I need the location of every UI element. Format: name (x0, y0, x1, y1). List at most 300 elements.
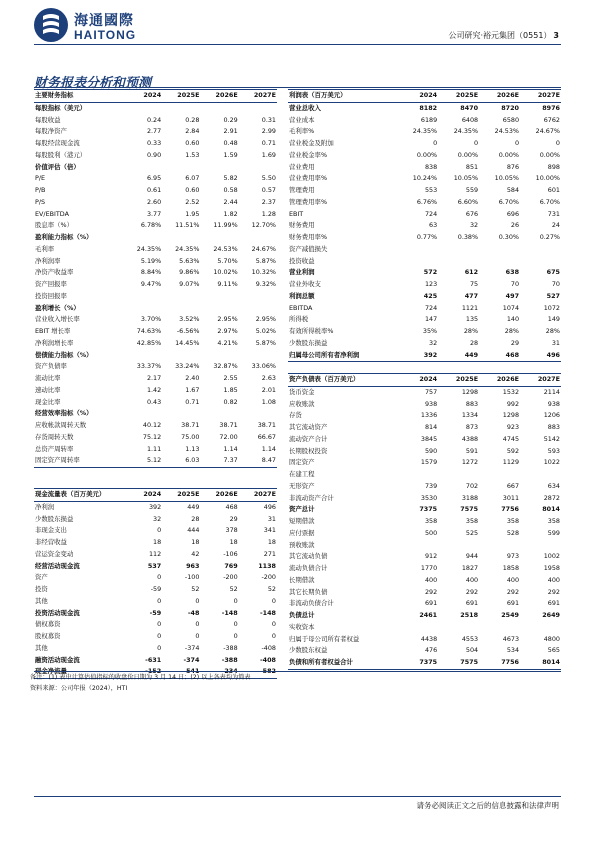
value-cell: 38.71 (181, 421, 200, 429)
value-cell: 2.84 (185, 127, 200, 136)
value-cell: 6189 (420, 115, 438, 124)
table-notes (30, 672, 251, 694)
value-cell: 5.63% (179, 256, 200, 265)
value-cell (200, 162, 238, 174)
value-cell: 5.87% (255, 338, 276, 347)
table-row (288, 493, 561, 505)
value-cell: 8976 (542, 103, 560, 112)
row-label: 营业成本 (289, 115, 315, 124)
value-cell: 0 (433, 139, 438, 147)
value-cell: 28 (191, 514, 200, 523)
value-cell (124, 232, 162, 244)
value-cell: -388 (221, 655, 238, 664)
value-cell (200, 232, 238, 244)
value-cell: 35% (422, 327, 438, 335)
value-cell: 2114 (543, 387, 560, 396)
value-cell: 1072 (543, 303, 560, 312)
value-cell: 1.42 (146, 385, 162, 394)
table-row (34, 619, 277, 631)
value-cell (520, 256, 561, 268)
value-cell: 0.60 (185, 186, 200, 194)
row-label: 其它长期负债 (289, 587, 328, 596)
value-cell: 4388 (461, 434, 479, 443)
balance-sheet-table (288, 373, 561, 670)
value-cell: 2.63 (261, 374, 276, 382)
table-row (288, 173, 561, 185)
row-label: 负债总计 (289, 611, 315, 619)
value-cell: 2.40 (185, 374, 200, 382)
year-header-cell: 2027E (520, 374, 561, 387)
value-cell: 992 (506, 399, 520, 408)
table-title-cell: 现金流量表（百万美元） (34, 489, 124, 502)
row-label: 总资产周转率 (35, 444, 74, 453)
value-cell (239, 303, 277, 315)
value-cell (200, 303, 238, 315)
table-row (34, 561, 277, 573)
value-cell: 0 (157, 573, 162, 582)
value-cell (124, 408, 162, 420)
table-header-row (288, 374, 561, 387)
value-cell: 11.99% (213, 221, 238, 230)
value-cell: 0.29 (223, 115, 238, 124)
table-row (288, 326, 561, 338)
value-cell: 601 (547, 186, 560, 194)
row-label: P/S (35, 197, 46, 206)
table-row (34, 631, 277, 643)
value-cell: 10.32% (251, 268, 276, 277)
value-cell: 74.63% (136, 327, 162, 335)
value-cell: 1.82 (223, 209, 238, 218)
value-cell: 0 (271, 596, 276, 605)
row-label: 投资 (35, 585, 48, 593)
table-row (34, 209, 277, 221)
value-cell: 28 (469, 338, 479, 347)
row-label: 无形资产 (289, 481, 315, 490)
row-label: 短期借款 (289, 517, 315, 525)
value-cell: 378 (225, 526, 238, 535)
year-header-cell: 2024 (397, 374, 438, 387)
table-row (34, 350, 277, 362)
value-cell: 6580 (502, 115, 520, 124)
value-cell: 400 (506, 575, 520, 584)
value-cell (124, 291, 162, 303)
value-cell: 0.00% (457, 150, 479, 159)
value-cell: -59 (149, 608, 162, 617)
value-cell (239, 350, 277, 362)
value-cell: 1.95 (185, 209, 200, 218)
value-cell (124, 162, 162, 174)
value-cell: 591 (465, 446, 479, 455)
table-row (288, 610, 561, 622)
value-cell: 923 (506, 423, 520, 431)
row-label: 营运资金变动 (35, 549, 74, 558)
value-cell (124, 350, 162, 362)
value-cell (520, 469, 561, 481)
year-header-cell: 2027E (239, 90, 277, 103)
value-cell: 2.60 (146, 197, 162, 206)
value-cell: -48 (187, 608, 200, 617)
legal-disclaimer: 请务必阅读正文之后的信息披露和法律声明 (416, 801, 559, 810)
value-cell: 0.48 (223, 139, 238, 147)
value-cell: 14.45% (175, 338, 200, 347)
table-row (288, 291, 561, 303)
value-cell: 63 (429, 221, 438, 230)
table-row (288, 434, 561, 446)
value-cell: -6.56% (176, 327, 200, 335)
value-cell: -148 (221, 608, 238, 617)
value-cell: 33.37% (136, 362, 162, 371)
value-cell: 112 (148, 549, 162, 558)
value-cell: 18 (153, 538, 162, 546)
value-cell: -100 (184, 573, 200, 582)
row-label: 融资活动现金流 (35, 655, 80, 664)
row-label: 货币资金 (289, 387, 315, 396)
year-header-cell: 2025E (162, 489, 200, 502)
value-cell: 28% (463, 327, 479, 335)
table-row (34, 408, 277, 420)
value-cell: 358 (506, 517, 520, 525)
value-cell: 8.84% (140, 268, 162, 277)
row-label: 应收帐款周转天数 (35, 421, 87, 429)
row-label: 其它流动资产 (289, 423, 328, 431)
value-cell: 0.33 (146, 139, 162, 147)
row-label: 净资产收益率 (35, 268, 74, 277)
year-header-cell: 2024 (124, 90, 162, 103)
row-label: 流动负债合计 (289, 564, 328, 572)
table-row (288, 350, 561, 362)
value-cell: 0 (157, 620, 162, 629)
value-cell: 883 (547, 423, 560, 431)
value-cell: 541 (162, 666, 200, 678)
value-cell: 0.27% (539, 233, 560, 241)
value-cell: 1.14 (261, 444, 276, 453)
value-cell: 24.35% (453, 127, 479, 136)
value-cell: 593 (547, 446, 560, 455)
value-cell: 504 (465, 646, 479, 655)
value-cell: 876 (506, 162, 520, 171)
value-cell: 2.37 (261, 197, 276, 206)
value-cell: 38.71 (219, 421, 238, 429)
footer-divider (34, 796, 561, 797)
value-cell: 8014 (542, 505, 560, 514)
row-label: 盈利能力指标（%） (35, 233, 93, 241)
page-number: 3 (553, 31, 559, 40)
value-cell: 565 (547, 646, 560, 655)
value-cell: 24.67% (535, 127, 560, 136)
value-cell: 883 (465, 399, 479, 408)
value-cell: 9.47% (140, 280, 162, 288)
row-label: 利润总额 (289, 291, 315, 300)
value-cell: -374 (184, 643, 200, 652)
value-cell: 0 (233, 620, 238, 629)
value-cell: 963 (186, 561, 200, 570)
value-cell: 52 (191, 585, 200, 593)
value-cell: 2.01 (261, 385, 276, 394)
value-cell: 1002 (543, 552, 560, 561)
value-cell: 42.85% (136, 338, 162, 347)
value-cell (124, 102, 162, 114)
year-header-cell: 2025E (162, 90, 200, 103)
value-cell (438, 622, 479, 634)
value-cell: 592 (506, 446, 520, 455)
value-cell: 0.58 (223, 186, 238, 194)
row-label: 每股指标（美元） (35, 103, 87, 112)
value-cell: 3.70% (140, 315, 162, 324)
row-label: 非现金支出 (35, 526, 67, 535)
value-cell: 75.00 (181, 432, 200, 441)
table-row (34, 244, 277, 256)
value-cell: 18 (229, 538, 238, 546)
value-cell: 2549 (501, 611, 520, 619)
value-cell: 4673 (502, 634, 520, 643)
value-cell: 6.76% (416, 197, 438, 206)
table-row (288, 551, 561, 563)
logo-name-cn: 海通國際 (74, 13, 134, 29)
value-cell: 2.91 (223, 127, 238, 136)
row-label: 投资活动现金流 (35, 608, 80, 617)
value-cell (438, 540, 479, 552)
value-cell: 1579 (420, 458, 438, 467)
table-row (288, 209, 561, 221)
value-cell: 5.70% (217, 256, 238, 265)
value-cell: 582 (239, 666, 277, 678)
value-cell: 477 (464, 291, 479, 300)
value-cell: 6.78% (140, 221, 162, 230)
value-cell: 2.52 (185, 197, 200, 206)
value-cell: 75.12 (142, 432, 162, 441)
value-cell: 0 (555, 139, 560, 147)
value-cell: 468 (225, 502, 238, 511)
value-cell: 28% (545, 327, 560, 335)
value-cell: 1272 (461, 458, 479, 467)
value-cell (397, 622, 438, 634)
table-row (34, 397, 277, 409)
value-cell (479, 622, 520, 634)
value-cell (162, 303, 200, 315)
row-label: 经营效率指标（%） (35, 409, 93, 418)
value-cell: 28% (504, 327, 520, 335)
row-label: 其它流动负债 (289, 552, 328, 561)
value-cell: 0 (157, 643, 162, 652)
value-cell: 29 (510, 338, 520, 347)
value-cell (520, 622, 561, 634)
value-cell: 4800 (543, 634, 560, 643)
table-row (34, 338, 277, 350)
row-label: 净利润率 (35, 256, 61, 265)
header-text: 公司研究·裕元集团（0551） (448, 31, 552, 40)
value-cell (479, 256, 520, 268)
row-label: 实收资本 (289, 622, 315, 631)
table-row (288, 267, 561, 279)
row-label: 流动资产合计 (289, 434, 328, 443)
value-cell: 7756 (501, 505, 520, 514)
row-label: 盈利增长（%） (35, 303, 80, 312)
table-row (288, 575, 561, 587)
row-label: 营业费用 (289, 162, 315, 171)
row-label: 股权募资 (35, 632, 61, 640)
value-cell: 292 (547, 587, 560, 596)
value-cell: 1.13 (185, 444, 200, 453)
value-cell: 6.70% (539, 197, 560, 206)
value-cell: -388 (223, 643, 238, 652)
value-cell: 1129 (502, 458, 520, 467)
value-cell: 634 (547, 481, 560, 490)
value-cell: 0 (271, 632, 276, 640)
value-cell: 292 (465, 587, 479, 596)
row-label: 毛利率 (35, 244, 55, 253)
page-header (449, 30, 559, 41)
value-cell: 496 (263, 502, 276, 511)
value-cell: 675 (546, 268, 560, 277)
value-cell: 0.31 (261, 115, 276, 124)
section-divider (34, 87, 561, 88)
value-cell: 32 (469, 221, 479, 230)
table-row (288, 162, 561, 174)
row-label: 其他 (35, 596, 48, 605)
value-cell: 5.50 (261, 174, 276, 183)
value-cell: 358 (547, 517, 560, 525)
value-cell: 1.08 (261, 397, 276, 406)
row-label: 股息率（%） (35, 221, 74, 230)
year-header-cell: 2026E (479, 90, 520, 103)
section-title: 财务报表分析和预测 (34, 76, 152, 91)
value-cell: 425 (423, 291, 438, 300)
value-cell: 4553 (461, 634, 479, 643)
value-cell: 7575 (460, 505, 479, 514)
value-cell: 973 (506, 552, 520, 561)
value-cell: 234 (200, 666, 238, 678)
row-label: 少数股东损益 (35, 514, 74, 523)
table-row (34, 126, 277, 138)
value-cell: 1827 (461, 564, 479, 572)
value-cell: 528 (506, 528, 520, 537)
row-label: 少数股东权益 (289, 646, 328, 655)
value-cell: 6.03 (162, 455, 200, 467)
table-row (34, 279, 277, 291)
value-cell: 676 (465, 209, 479, 218)
value-cell: 400 (424, 575, 438, 584)
value-cell: 0.71 (185, 397, 200, 406)
value-cell: 497 (505, 291, 520, 300)
value-cell: 6.60% (457, 197, 479, 206)
value-cell: 724 (424, 209, 438, 218)
table-row (34, 232, 277, 244)
value-cell: 912 (424, 552, 438, 561)
row-label: 债权募资 (35, 620, 61, 629)
table-row (288, 540, 561, 552)
value-cell: 42 (191, 549, 200, 558)
value-cell: 2.99 (261, 127, 276, 136)
value-cell: 24.35% (412, 127, 438, 136)
table-row (34, 420, 277, 432)
value-cell: 0 (157, 596, 162, 605)
value-cell: 3530 (420, 493, 438, 502)
value-cell: 24.35% (175, 244, 200, 253)
value-cell: 731 (547, 209, 560, 218)
value-cell: 9.32% (255, 280, 276, 288)
table-row (288, 516, 561, 528)
value-cell: -408 (260, 655, 276, 664)
value-cell: 2872 (543, 493, 560, 502)
value-cell: 6408 (461, 115, 479, 124)
row-label: 投资收益 (289, 256, 315, 265)
value-cell: 5.12 (124, 455, 162, 467)
value-cell (397, 469, 438, 481)
row-label: 管理费用率% (289, 197, 328, 206)
value-cell: 4.21% (217, 338, 238, 347)
value-cell: 1858 (502, 564, 520, 572)
value-cell: 10.24% (412, 174, 438, 183)
table-row (288, 386, 561, 398)
logo-emblem-icon (34, 8, 68, 42)
value-cell (397, 256, 438, 268)
row-label: EBIT (289, 209, 304, 218)
value-cell: 3.77 (146, 209, 162, 218)
value-cell: 400 (465, 575, 479, 584)
table-row (288, 622, 561, 634)
row-label: 长期借款 (289, 575, 315, 584)
value-cell: 938 (424, 399, 438, 408)
value-cell: 7575 (438, 657, 479, 669)
value-cell: 0.71 (261, 139, 276, 147)
table-row (288, 410, 561, 422)
value-cell: 0.28 (185, 115, 200, 124)
row-label: 营业总收入 (289, 103, 321, 112)
value-cell: 52 (229, 585, 238, 593)
row-label: EBIT 增长率 (35, 327, 71, 335)
row-label: 资产回报率 (35, 280, 67, 288)
value-cell: 75 (469, 280, 479, 288)
value-cell (239, 408, 277, 420)
value-cell: -408 (261, 643, 276, 652)
table-row (288, 457, 561, 469)
table-header-row (34, 90, 277, 103)
row-label: 速动比率 (35, 385, 61, 394)
value-cell (239, 291, 277, 303)
table-row (34, 514, 277, 526)
value-cell: 938 (547, 399, 560, 408)
value-cell: 814 (424, 423, 438, 431)
row-label: 营业税金及附加 (289, 139, 334, 147)
value-cell: -631 (145, 655, 162, 664)
table-row (288, 422, 561, 434)
value-cell: 584 (506, 186, 520, 194)
value-cell: 6762 (543, 115, 560, 124)
value-cell: 6.07 (185, 174, 200, 183)
year-header-cell: 2024 (397, 90, 438, 103)
value-cell (162, 291, 200, 303)
value-cell: 8.47 (239, 455, 277, 467)
value-cell (162, 408, 200, 420)
row-label: 资产减值损失 (289, 244, 328, 253)
table-row (288, 279, 561, 291)
value-cell: 0 (233, 632, 238, 640)
value-cell: 724 (424, 303, 438, 312)
row-label: 在建工程 (289, 470, 315, 478)
value-cell: -152 (124, 666, 162, 678)
value-cell: 32.87% (213, 362, 238, 371)
value-cell: 400 (547, 575, 560, 584)
table-row (288, 338, 561, 350)
table-row (288, 150, 561, 162)
value-cell: -374 (183, 655, 200, 664)
row-label: 每股股利（港元） (35, 150, 87, 159)
value-cell: -148 (260, 608, 276, 617)
value-cell: 0 (195, 632, 200, 640)
table-row (288, 220, 561, 232)
row-label: 财务费用 (289, 221, 315, 230)
table-row (34, 361, 277, 373)
